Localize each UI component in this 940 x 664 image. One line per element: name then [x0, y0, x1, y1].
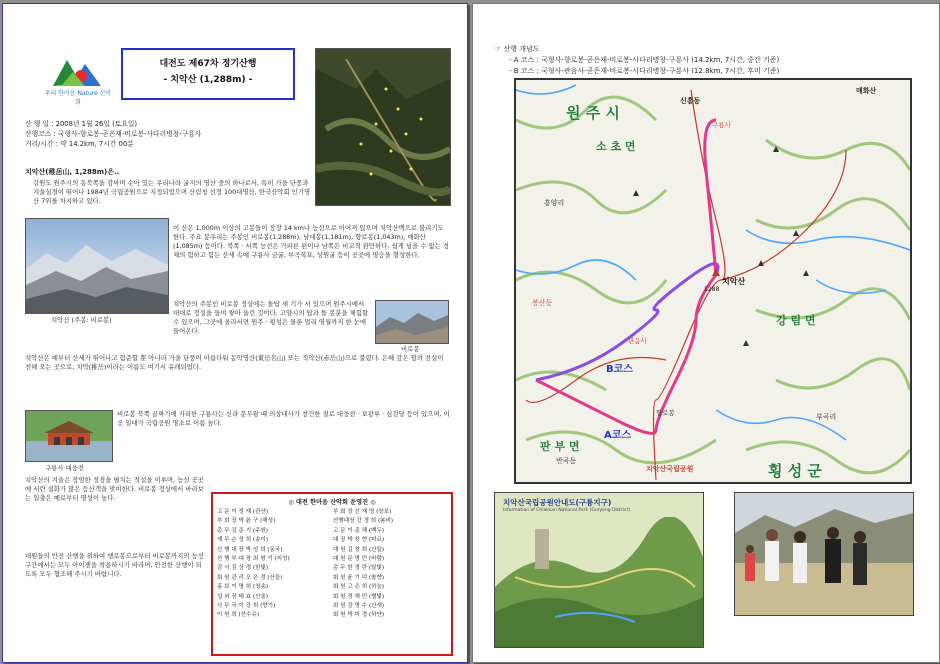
staff-row: 산행대장 강 경 희 (봄비)	[333, 518, 394, 525]
page-subtitle: - 치악산 (1,288m) -	[163, 75, 253, 85]
staff-row: 회 원 윤 기 덕 (솔향)	[333, 574, 385, 581]
staff-row: 감 사 김 상 경 (한빛)	[217, 565, 269, 572]
staff-row: 홍 보 이 명 희 (청송)	[217, 584, 269, 591]
document-page-1	[2, 3, 468, 663]
guide-map-title: 치악산국립공원안내도(구룡지구)	[503, 498, 612, 507]
ridge-photo-caption: 비로봉	[401, 345, 420, 353]
staff-row: 산 행 부 대 장 최 형 기 (지성)	[217, 556, 290, 563]
history-paragraph: 치악산은 예부터 산세가 뛰어나고 험준할 뿐 아니라 가을 단풍이 아름다워 동악명산(東岳名山) 또는 적악산(赤岳山)으로 불렸다. 은혜 갚은 꿩의 전설이 전해 오는 곳으로, 치악(稚岳)이라는 이름도 여기서 유래되었다.	[25, 354, 444, 371]
winter-photo-caption: 치악산 (주봉: 비로봉)	[51, 316, 112, 324]
course-b-line: - B 코스 : 국형사-관음사-곧은재-비로봉-사다리병창-구룡사 (12.8km, 7시간, 후미 기준)	[509, 67, 780, 75]
ridge-photo	[375, 300, 449, 344]
staff-right-column	[333, 508, 447, 621]
staff-row: 산 행 대 장 박 성 희 (동국)	[217, 546, 283, 553]
hikers-group-photo	[734, 492, 914, 616]
staff-left-column	[217, 508, 331, 621]
staff-row: 재 무 손 정 희 (송이)	[217, 537, 269, 544]
staff-row: 회 원 고 은 희 (하늘)	[333, 584, 385, 591]
staff-row: 회 원 정 재 민 (별빛)	[333, 593, 385, 600]
label-hyangnobong: 향로봉	[656, 409, 675, 417]
label-gwaneumsa: 관음사	[628, 337, 647, 345]
trail-map	[514, 78, 912, 484]
label-hongyangri: 흥양리	[544, 199, 565, 207]
label-gangnim: 강 림 면	[776, 314, 816, 327]
label-socho: 소 초 면	[596, 140, 636, 153]
section-heading: 치악산(稚岳山, 1,288m)은..	[25, 168, 120, 176]
label-bongsan: 봉산동	[532, 299, 553, 307]
trip-date: 산 행 일 : 2008년 1월 26일 (토요일)	[25, 120, 138, 128]
staff-row: 대 장 박 창 현 (미르)	[333, 537, 385, 544]
course-overview	[495, 44, 915, 77]
park-guide-map	[494, 492, 704, 648]
staff-row: 회 원 관 리 오 은 경 (산들)	[217, 574, 283, 581]
label-maehwasan: 매화산	[856, 87, 877, 95]
staff-row: 총 무 김 준 기 (주원)	[217, 527, 269, 534]
geography-paragraph: 이 산은 1,000m 이상의 고봉들이 장장 14 km나 능선으로 이어져 있으며 치악산맥으로 불리기도 한다. 주요 봉우리는 주봉인 비로봉(1,288m), 남대봉(1,181m), 향로봉(1,043m), 매화산(1,085m) 등이다. 북쪽 · 서쪽 능선은 가파른 편이나 남쪽은 비교적 완만하다. 쉽게 넘을 수 없는 정체의 험하고 힘든 산세 속에 구룡사 금굴, 부곡폭포, 상원굴 등이 곳곳에 명승을 형성한다.	[173, 224, 449, 259]
map-contour-lines	[516, 97, 910, 473]
staff-row: 대 원 김 창 희 (산들)	[333, 546, 385, 553]
label-panbu: 판 부 면	[540, 440, 580, 453]
temple-paragraph: 비로봉 북쪽 골짜기에 자리한 구룡사는 신라 문무왕 때 의상대사가 창건한 절로 대웅전 · 보광루 · 심검당 등이 있으며, 이곳 일대가 국립공원 명소로 이름 높다.	[117, 410, 450, 427]
label-hoengseong: 횡 성 군	[768, 462, 822, 480]
label-peak: 치악산	[722, 277, 746, 286]
label-sinheungdong: 신흥동	[680, 97, 701, 105]
overview-title: ☞ 산행 개념도	[495, 45, 540, 53]
label-banggokdong: 반곡동	[556, 457, 577, 465]
staff-row: 대 원 문 명 민 (바람)	[333, 556, 385, 563]
staff-row: 총 무 한 경 란 (달빛)	[333, 565, 385, 572]
trip-distance: 거리/시간 : 약 14.2km, 7시간 00분	[25, 140, 134, 148]
staff-table-title: ◎ 대전 한마음 산악회 운영진 ◎	[288, 499, 376, 506]
label-peak-elevation: 1288	[704, 286, 720, 293]
title-box	[121, 48, 295, 100]
staff-row: 부 회 장 박 윤 구 (해성)	[217, 518, 276, 525]
staff-table	[211, 492, 453, 656]
label-wonju: 원 주 시	[566, 104, 620, 122]
staff-row: 섭 외 장 태 효 (산울)	[217, 593, 269, 600]
logo-text: 우리 한마음 Nature 산악회	[44, 90, 112, 106]
staff-table-grid	[213, 508, 451, 621]
staff-row: 사 무 국 이 강 희 (향기)	[217, 603, 276, 610]
staff-row: 이 원 희 (산수유)	[217, 612, 260, 619]
staff-row: 회 원 강 명 수 (산새)	[333, 603, 385, 610]
label-park: 치악산국립공원	[646, 465, 694, 473]
guide-map-illustration	[495, 517, 703, 647]
trail-map-drawing	[516, 80, 910, 482]
trip-course: 산행코스 : 국형사-향로봉-곧은재-비로봉-사다리병창-구룡사	[25, 130, 202, 138]
label-b-course: B코스	[606, 364, 633, 375]
label-gugoksa: 구룡사	[712, 121, 731, 129]
label-a-course: A코스	[604, 430, 632, 441]
temple-photo-caption: 구룡사 대웅전	[45, 464, 85, 472]
map-ridge-lines	[526, 90, 846, 480]
summit-paragraph: 치악산의 주봉인 비로봉 정상에는 돌탑 세 기가 서 있으며 원주시에서 대대로 정성을 들여 쌓아 올린 것이다. 고양시의 탑과 돌 봉분을 체험할 수 있으며, 그곳에 올라서면 원주 · 횡성은 물론 멀리 영월까지 한 눈에 들어온다.	[173, 300, 369, 335]
staff-row: 고 문 이 정 재 (관산)	[217, 509, 269, 515]
staff-row: 고 문 이 종 해 (백두)	[333, 527, 385, 534]
staff-row: 부 회 장 신 재 명 (장보)	[333, 509, 392, 515]
temple-photo	[25, 410, 113, 462]
winter-paragraph: 치악산의 겨울은 장엄한 정경을 펼치는 적설을 이루며, 능선 곳곳에 서린 설화가 많은 등산객을 맞이한다. 비로봉 정상에서 바라보는 일출은 예로부터 명성이 높다.	[25, 476, 204, 502]
page-title: 대전도 제67차 정기산행	[159, 59, 257, 69]
winter-mountain-photo	[25, 218, 169, 314]
satellite-map-photo	[315, 48, 451, 206]
staff-row: 회 원 박 미 경 (하얀)	[333, 612, 385, 619]
guide-map-subtitle: Information of Chiaksan National Park (Guryong District)	[503, 508, 630, 513]
course-a-line: - A 코스 : 국형사-향로봉-곧은재-비로봉-사다리병창-구룡사 (14.2km, 7시간, 중간 기준)	[509, 56, 780, 64]
trip-info	[25, 119, 305, 149]
label-bugokri: 부곡리	[816, 413, 837, 421]
safety-paragraph: 대원들의 안전 산행을 위하여 행로봉으로부터 비로봉까지의 능선 구간에서는 모두 아이젠을 착용하시기 바라며, 안전한 산행이 되도록 모두 협조해 주시기 바랍니다.	[25, 552, 204, 578]
intro-paragraph: 강원도 원주시의 동북쪽을 감싸며 솟아 있는 우리나라 굴지의 명산 중의 하나로서, 특히 가을 단풍과 겨울설경이 뛰어나 1984년 국립공원으로 지정되었으며 산림청 선정 100대명산, 한국산악회 인기명산 7위를 차지하고 있다.	[33, 179, 311, 205]
